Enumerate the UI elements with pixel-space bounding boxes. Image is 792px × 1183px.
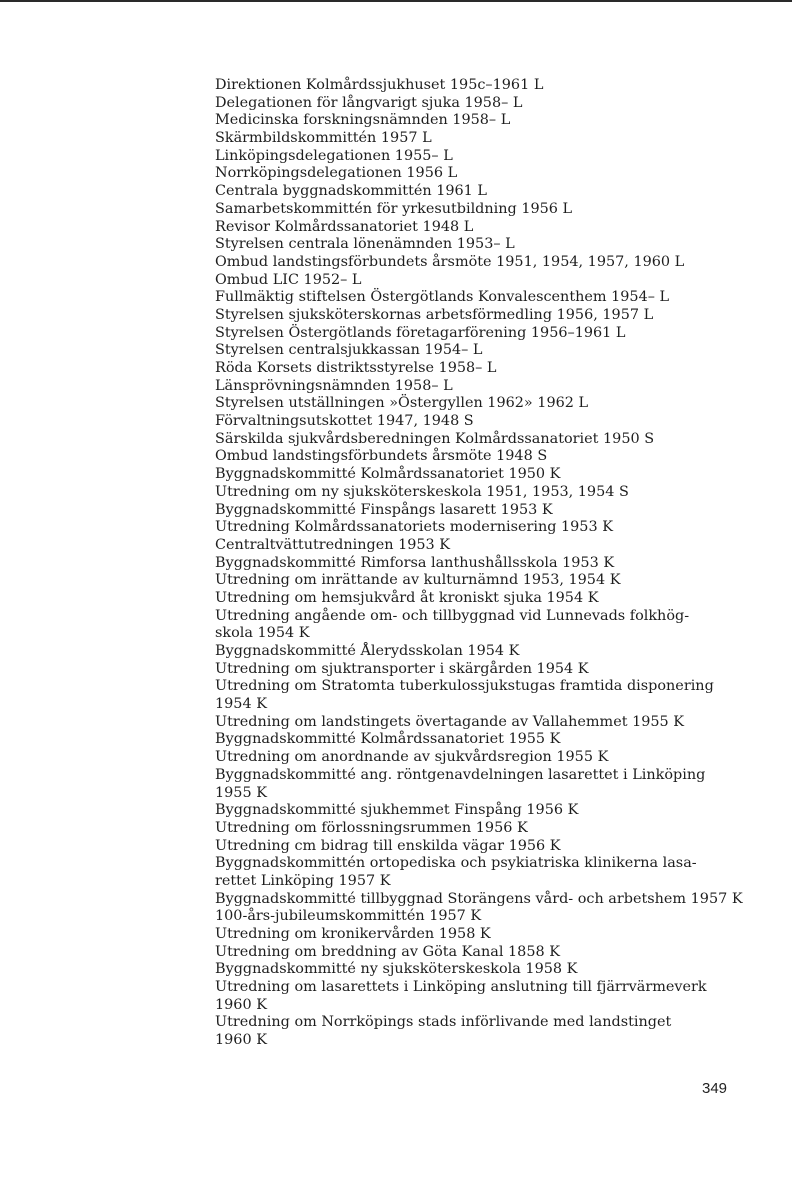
list-item: Utredning om sjuktransporter i skärgården 1954 K [215, 660, 589, 677]
list-item: Utredning om kronikervården 1958 K [215, 926, 491, 942]
list-item: Samarbetskommittén för yrkesutbildning 1956 L [215, 200, 573, 217]
list-item: Utredning om ny sjuksköterskeskola 1951, 1953, 1954 S [215, 483, 629, 500]
list-item: Utredning cm bidrag till enskilda vägar 1956 K [215, 837, 561, 854]
list-item: Byggnadskommitté Ålerydsskolan 1954 K [215, 643, 520, 659]
list-item: Byggnadskommitté Kolmårdssanatoriet 1950 K [215, 466, 561, 483]
list-item: rettet Linköping 1957 K [215, 872, 391, 889]
list-item: Byggnadskommitté ang. röntgenavdelningen lasarettet i Linköping [215, 766, 706, 783]
list-item: Utredning om Norrköpings stads införlivande med landstinget [215, 1014, 672, 1031]
list-item: Utredning om förlossningsrummen 1956 K [215, 819, 528, 836]
list-item: Utredning angående om- och tillbyggnad vid Lunnevads folkhög- [215, 607, 690, 624]
list-item: Linköpingsdelegationen 1955– L [215, 147, 453, 164]
list-item: Ombud landstingsförbundets årsmöte 1948 S [215, 448, 548, 465]
list-item: Byggnadskommitté Kolmårdssanatoriet 1955 K [215, 731, 561, 748]
assignment-list [215, 77, 743, 1050]
list-item: Ombud LIC 1952– L [215, 271, 362, 288]
list-item: Medicinska forskningsnämnden 1958– L [215, 112, 511, 129]
list-item: Utredning om landstingets övertagande av Vallahemmet 1955 K [215, 713, 685, 730]
list-item: Fullmäktig stiftelsen Östergötlands Konvalescenthem 1954– L [215, 289, 670, 306]
page-number: 349 [702, 1080, 728, 1097]
list-item: 1960 K [215, 1032, 267, 1049]
list-item: Särskilda sjukvårdsberedningen Kolmårdssanatoriet 1950 S [215, 430, 655, 447]
list-item: Styrelsen sjuksköterskornas arbetsförmedling 1956, 1957 L [215, 306, 654, 323]
list-item: Röda Korsets distriktsstyrelse 1958– L [215, 360, 497, 376]
list-item: Utredning om Stratomta tuberkulossjukstugas framtida disponering [215, 678, 714, 695]
list-item: 100-års-jubileumskommittén 1957 K [215, 908, 482, 925]
list-item: Revisor Kolmårdssanatoriet 1948 L [215, 218, 474, 235]
list-item: Styrelsen centralsjukkassan 1954– L [215, 342, 483, 359]
list-item: skola 1954 K [215, 625, 310, 642]
list-item: Byggnadskommittén ortopediska och psykiatriska klinikerna lasa- [215, 855, 697, 872]
list-item: Delegationen för långvarigt sjuka 1958– L [215, 94, 523, 111]
list-item: Byggnadskommitté ny sjuksköterskeskola 1958 K [215, 961, 578, 978]
list-item: Centraltvättutredningen 1953 K [215, 536, 451, 553]
list-item: Förvaltningsutskottet 1947, 1948 S [215, 413, 474, 430]
list-item: 1960 K [215, 996, 267, 1013]
list-item: Direktionen Kolmårdssjukhuset 195c–1961 L [215, 77, 544, 93]
list-item: Norrköpingsdelegationen 1956 L [215, 165, 458, 182]
list-item: Styrelsen centrala lönenämnden 1953– L [215, 236, 515, 253]
page-top-edge [0, 0, 792, 2]
list-item: Utredning om lasarettets i Linköping anslutning till fjärrvärmeverk [215, 979, 707, 996]
list-item: Utredning om inrättande av kulturnämnd 1953, 1954 K [215, 572, 621, 589]
list-item: Styrelsen Östergötlands företagarförening 1956–1961 L [215, 324, 626, 341]
list-item: Utredning om anordnande av sjukvårdsregion 1955 K [215, 749, 609, 766]
list-item: 1954 K [215, 696, 267, 713]
list-item: Byggnadskommitté Finspångs lasarett 1953 K [215, 501, 553, 518]
list-item: Skärmbildskommittén 1957 L [215, 130, 432, 147]
list-item: Byggnadskommitté tillbyggnad Storängens vård- och arbetshem 1957 K [215, 890, 743, 907]
list-item: Byggnadskommitté sjukhemmet Finspång 1956 K [215, 802, 579, 819]
list-item: Ombud landstingsförbundets årsmöte 1951, 1954, 1957, 1960 L [215, 253, 685, 270]
list-item: Utredning om hemsjukvård åt kroniskt sjuka 1954 K [215, 589, 599, 606]
list-item: Länsprövningsnämnden 1958– L [215, 377, 453, 394]
list-item: 1955 K [215, 784, 267, 801]
list-item: Utredning Kolmårdssanatoriets modernisering 1953 K [215, 519, 613, 536]
list-item: Byggnadskommitté Rimforsa lanthushållsskola 1953 K [215, 554, 615, 571]
list-item: Centrala byggnadskommittén 1961 L [215, 183, 487, 200]
list-item: Utredning om breddning av Göta Kanal 1858 K [215, 943, 560, 960]
list-item: Styrelsen utställningen »Östergyllen 1962» 1962 L [215, 395, 589, 412]
